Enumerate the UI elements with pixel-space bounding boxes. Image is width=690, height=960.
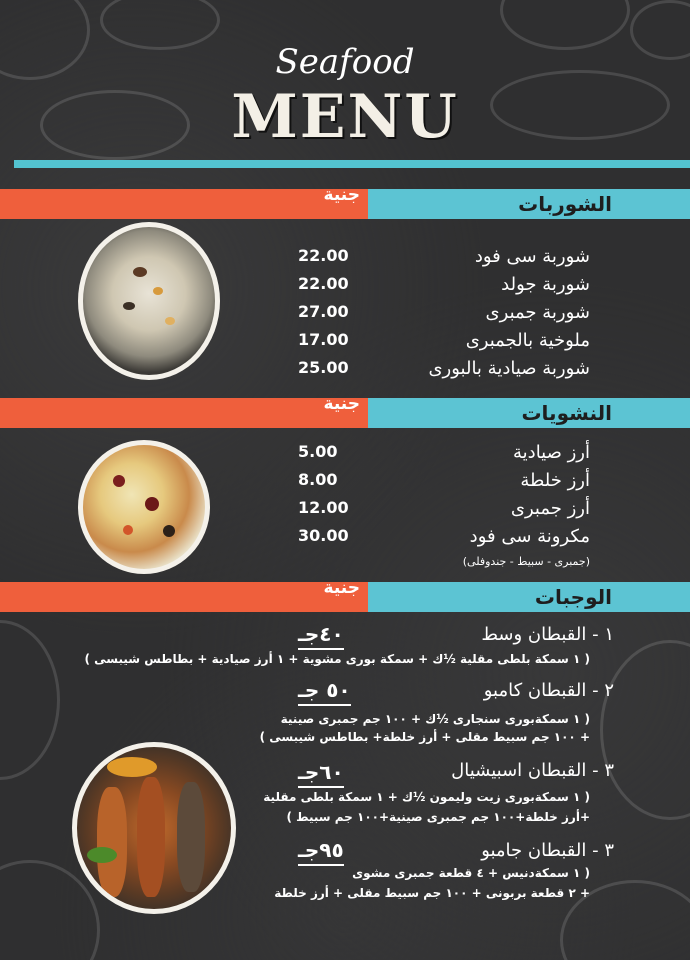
item-price: 27.00	[298, 302, 349, 321]
menu-item	[0, 358, 690, 384]
meal-price: ٦٠جـ	[298, 760, 344, 784]
menu-item	[0, 498, 690, 524]
menu-item	[0, 302, 690, 328]
header	[0, 0, 690, 160]
meal-description: +أرز خلطة+١٠٠ جم جمبرى صينية+١٠٠ جم سبيط )	[286, 810, 590, 824]
item-price: 22.00	[298, 274, 349, 293]
meal-description: ( ١ سمكةدنيس + ٤ قطعة جمبرى مشوى	[352, 866, 590, 880]
header-stripe	[14, 160, 690, 168]
menu-item	[0, 330, 690, 356]
title-seafood: Seafood	[275, 42, 415, 82]
meal-description: + ٢ قطعة بربونى + ١٠٠ جم سبيط مقلى + أرز خلطة	[274, 886, 590, 900]
item-name: أرز صيادية	[513, 442, 590, 463]
category-title-starches: النشويات	[521, 401, 612, 425]
item-price: 5.00	[298, 442, 338, 461]
grilled-fish-dish-image	[72, 742, 236, 914]
item-name: أرز خلطة	[520, 470, 590, 491]
menu-item	[0, 442, 690, 468]
meal-name: ٣ - القبطان اسبيشيال	[451, 760, 614, 781]
tentacle-doodle	[0, 620, 60, 780]
meal-price: ٥٠ جـ	[298, 678, 351, 702]
section-bar-soups	[0, 185, 690, 219]
category-title-meals: الوجبات	[534, 585, 612, 609]
meal-price: ٩٥جـ	[298, 838, 344, 862]
tentacle-doodle	[600, 640, 690, 820]
item-price: 30.00	[298, 526, 349, 545]
price-unit-label: جنية	[323, 185, 360, 205]
item-name: مكرونة سى فود	[469, 526, 590, 547]
item-name: شوربة سى فود	[474, 246, 590, 267]
price-unit-label: جنية	[323, 578, 360, 598]
meal-description: ( ١ سمكة بلطى مقلية ½ك + سمكة بورى مشوية + ١ أرز صيادية + بطاطس شيبسى )	[84, 652, 590, 666]
meal-name: ٢ - القبطان كامبو	[483, 680, 614, 701]
item-price: 17.00	[298, 330, 349, 349]
menu-item	[0, 274, 690, 300]
section-bar-meals	[0, 578, 690, 612]
meal-price: ٤٠جـ	[298, 622, 344, 646]
item-price: 22.00	[298, 246, 349, 265]
price-unit-label: جنية	[323, 394, 360, 414]
menu-item	[0, 526, 690, 552]
category-title-soups: الشوربات	[518, 192, 612, 216]
menu-item	[0, 246, 690, 272]
item-name: شوربة جمبرى	[485, 302, 590, 323]
meal-description: ( ١ سمكةبورى زيت وليمون ½ك + ١ سمكة بلطى مقلية	[263, 790, 590, 804]
item-price: 12.00	[298, 498, 349, 517]
item-price: 25.00	[298, 358, 349, 377]
title-menu: MENU	[231, 82, 459, 152]
meal-description: + ١٠٠ جم سبيط مقلى + أرز خلطة+ بطاطس شيبسى )	[259, 730, 590, 744]
menu-item	[0, 470, 690, 496]
meal-description: ( ١ سمكةبورى سنجارى ½ك + ١٠٠ جم جمبرى صينية	[280, 712, 590, 726]
item-name: أرز جمبرى	[510, 498, 590, 519]
item-name: ملوخية بالجمبرى	[465, 330, 590, 351]
meal-name: ٣ - القبطان جامبو	[481, 840, 614, 861]
item-name: شوربة جولد	[501, 274, 590, 295]
meal-name: ١ - القبطان وسط	[481, 624, 614, 645]
item-price: 8.00	[298, 470, 338, 489]
item-name: شوربة صيادية بالبورى	[428, 358, 590, 379]
section-bar-starches	[0, 394, 690, 428]
item-note: (جمبرى - سبيط - جندوفلى)	[462, 555, 590, 568]
